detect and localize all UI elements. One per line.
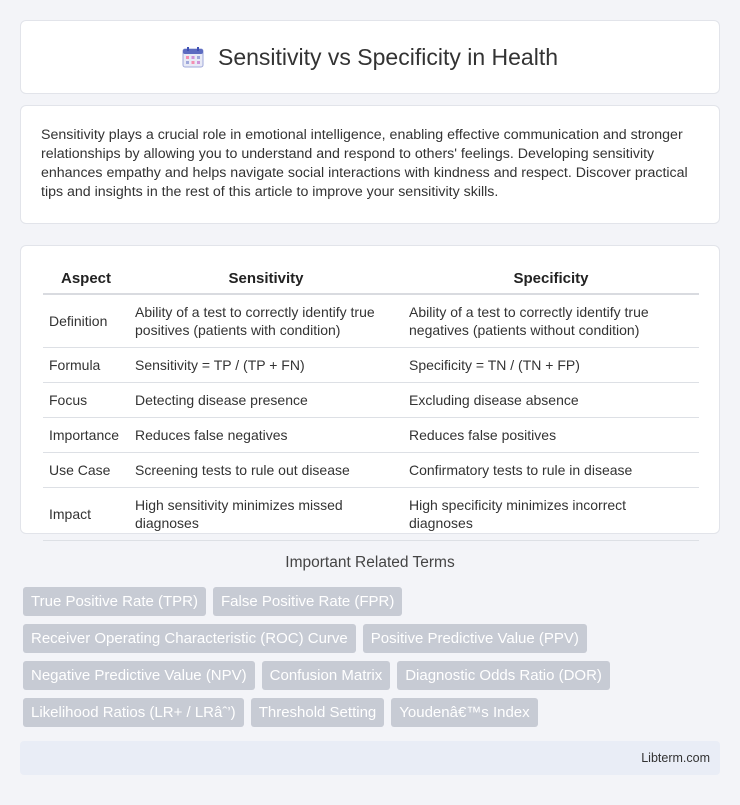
related-term-tag[interactable]: True Positive Rate (TPR) <box>23 587 206 616</box>
related-term-tag[interactable]: Negative Predictive Value (NPV) <box>23 661 255 690</box>
related-terms-list <box>23 587 723 735</box>
intro-text: Sensitivity plays a crucial role in emotional intelligence, enabling effective communication and stronger relationships by allowing you to understand and respond to others' feelings. Developing sensitivity enhances empathy and helps navigate social interactions with kindness and respect. Discover practical tips and insights in the rest of this article to improve your sensitivity skills. <box>41 127 688 200</box>
comparison-table <box>43 264 699 541</box>
related-term-tag[interactable]: Confusion Matrix <box>262 661 391 690</box>
calendar-icon <box>182 46 204 68</box>
table-header-row <box>43 264 699 295</box>
table-cell: Reduces false negatives <box>129 418 403 453</box>
column-header-sensitivity: Sensitivity <box>129 264 403 295</box>
column-header-aspect: Aspect <box>43 264 129 295</box>
table-row <box>43 383 699 418</box>
related-term-tag[interactable]: Diagnostic Odds Ratio (DOR) <box>397 661 610 690</box>
table-cell: Use Case <box>43 453 129 488</box>
table-row <box>43 295 699 348</box>
table-cell: Focus <box>43 383 129 418</box>
table-cell: High sensitivity minimizes missed diagnoses <box>129 488 403 541</box>
table-cell: Sensitivity = TP / (TP + FN) <box>129 348 403 383</box>
related-terms-title: Important Related Terms <box>285 554 455 571</box>
table-cell: Impact <box>43 488 129 541</box>
table-cell: Ability of a test to correctly identify true negatives (patients without condition) <box>403 295 699 348</box>
table-row <box>43 453 699 488</box>
related-term-tag[interactable]: Likelihood Ratios (LR+ / LRâˆ’) <box>23 698 244 727</box>
table-cell: Definition <box>43 295 129 348</box>
table-row <box>43 348 699 383</box>
page-title: Sensitivity vs Specificity in Health <box>217 43 558 70</box>
related-term-tag[interactable]: Threshold Setting <box>251 698 385 727</box>
related-term-tag[interactable]: Positive Predictive Value (PPV) <box>363 624 587 653</box>
table-row <box>43 418 699 453</box>
table-cell: Importance <box>43 418 129 453</box>
table-cell: Screening tests to rule out disease <box>129 453 403 488</box>
table-cell: Ability of a test to correctly identify true positives (patients with condition) <box>129 295 403 348</box>
footer-site-link[interactable]: Libterm.com <box>641 751 710 765</box>
footer <box>20 741 720 775</box>
related-term-tag[interactable]: False Positive Rate (FPR) <box>213 587 402 616</box>
related-term-tag[interactable]: Receiver Operating Characteristic (ROC) Curve <box>23 624 356 653</box>
table-cell: Confirmatory tests to rule in disease <box>403 453 699 488</box>
table-cell: Reduces false positives <box>403 418 699 453</box>
table-cell: Detecting disease presence <box>129 383 403 418</box>
related-term-tag[interactable]: Youdenâ€™s Index <box>391 698 537 727</box>
table-cell: Formula <box>43 348 129 383</box>
table-cell: Excluding disease absence <box>403 383 699 418</box>
header-card <box>20 20 720 94</box>
column-header-specificity: Specificity <box>403 264 699 295</box>
table-cell: High specificity minimizes incorrect diagnoses <box>403 488 699 541</box>
intro-card <box>20 105 720 224</box>
table-row <box>43 488 699 541</box>
comparison-table-card <box>20 245 720 534</box>
table-cell: Specificity = TN / (TN + FP) <box>403 348 699 383</box>
